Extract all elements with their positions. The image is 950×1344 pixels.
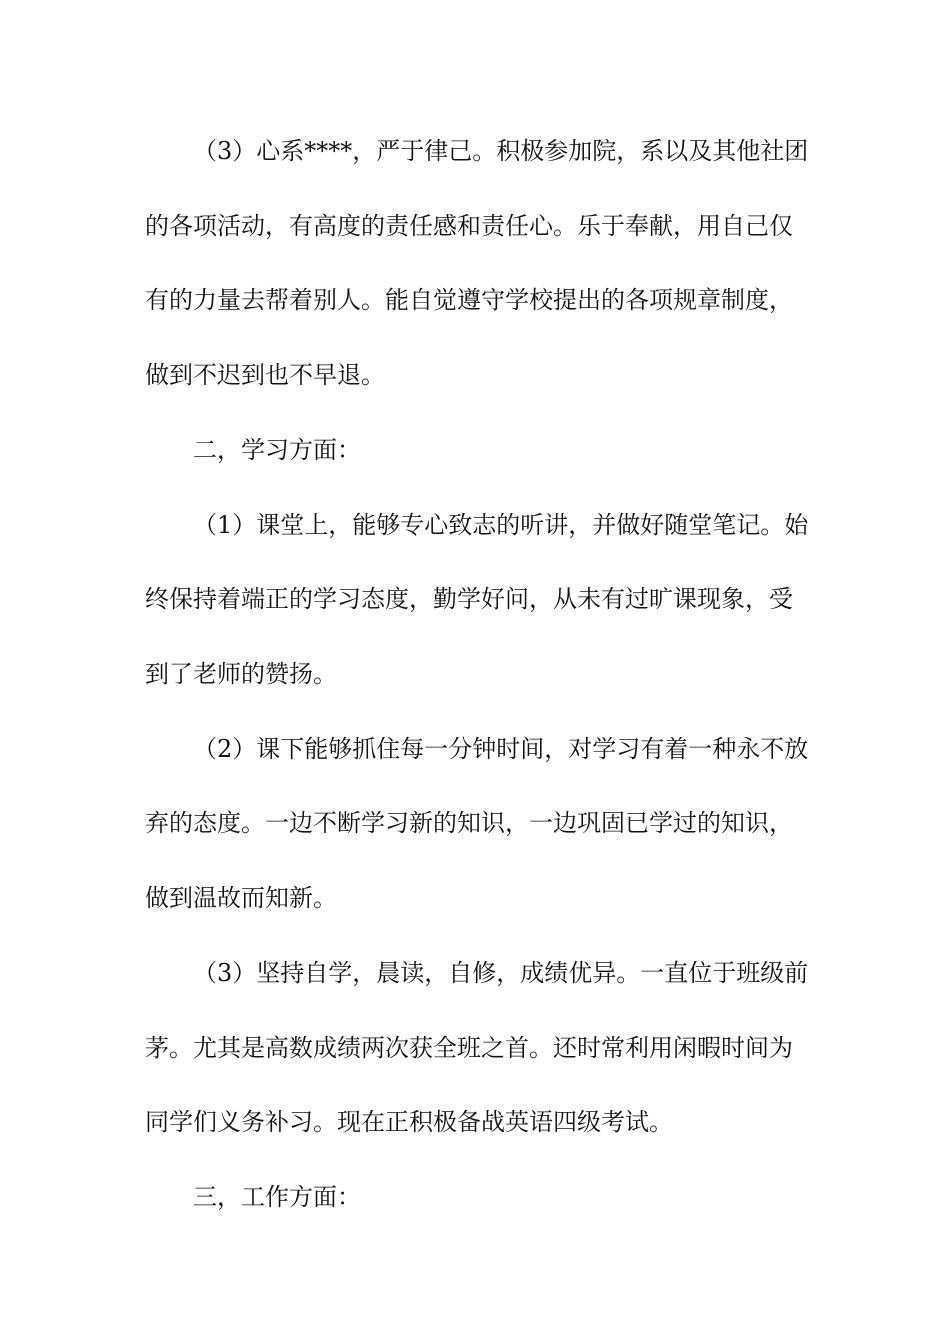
paragraph-line: 做到不迟到也不早退。 (145, 361, 385, 389)
section-heading: 三，工作方面： (193, 1183, 361, 1211)
paragraph-line: （3）心系****，严于律己。积极参加院，系以及其他社团 (193, 137, 809, 165)
paragraph-line: 弃的态度。一边不断学习新的知识，一边巩固已学过的知识， (145, 809, 793, 837)
paragraph-line: 做到温故而知新。 (145, 884, 337, 912)
paragraph-line: 终保持着端正的学习态度，勤学好问，从未有过旷课现象，受 (145, 585, 793, 613)
paragraph-line: （1）课堂上，能够专心致志的听讲，并做好随堂笔记。始 (193, 511, 809, 539)
paragraph-line: 同学们义务补习。现在正积极备战英语四级考试。 (145, 1108, 673, 1136)
paragraph-line: （3）坚持自学，晨读，自修，成绩优异。一直位于班级前 (193, 959, 809, 987)
paragraph-line: 有的力量去帮着别人。能自觉遵守学校提出的各项规章制度， (145, 286, 793, 314)
paragraph-line: 茅。尤其是高数成绩两次获全班之首。还时常利用闲暇时间为 (145, 1034, 793, 1062)
section-heading: 二，学习方面： (193, 436, 361, 464)
paragraph-line: 的各项活动，有高度的责任感和责任心。乐于奉献，用自己仅 (145, 212, 793, 240)
paragraph-line: （2）课下能够抓住每一分钟时间，对学习有着一种永不放 (193, 735, 809, 763)
paragraph-line: 到了老师的赞扬。 (145, 660, 337, 688)
